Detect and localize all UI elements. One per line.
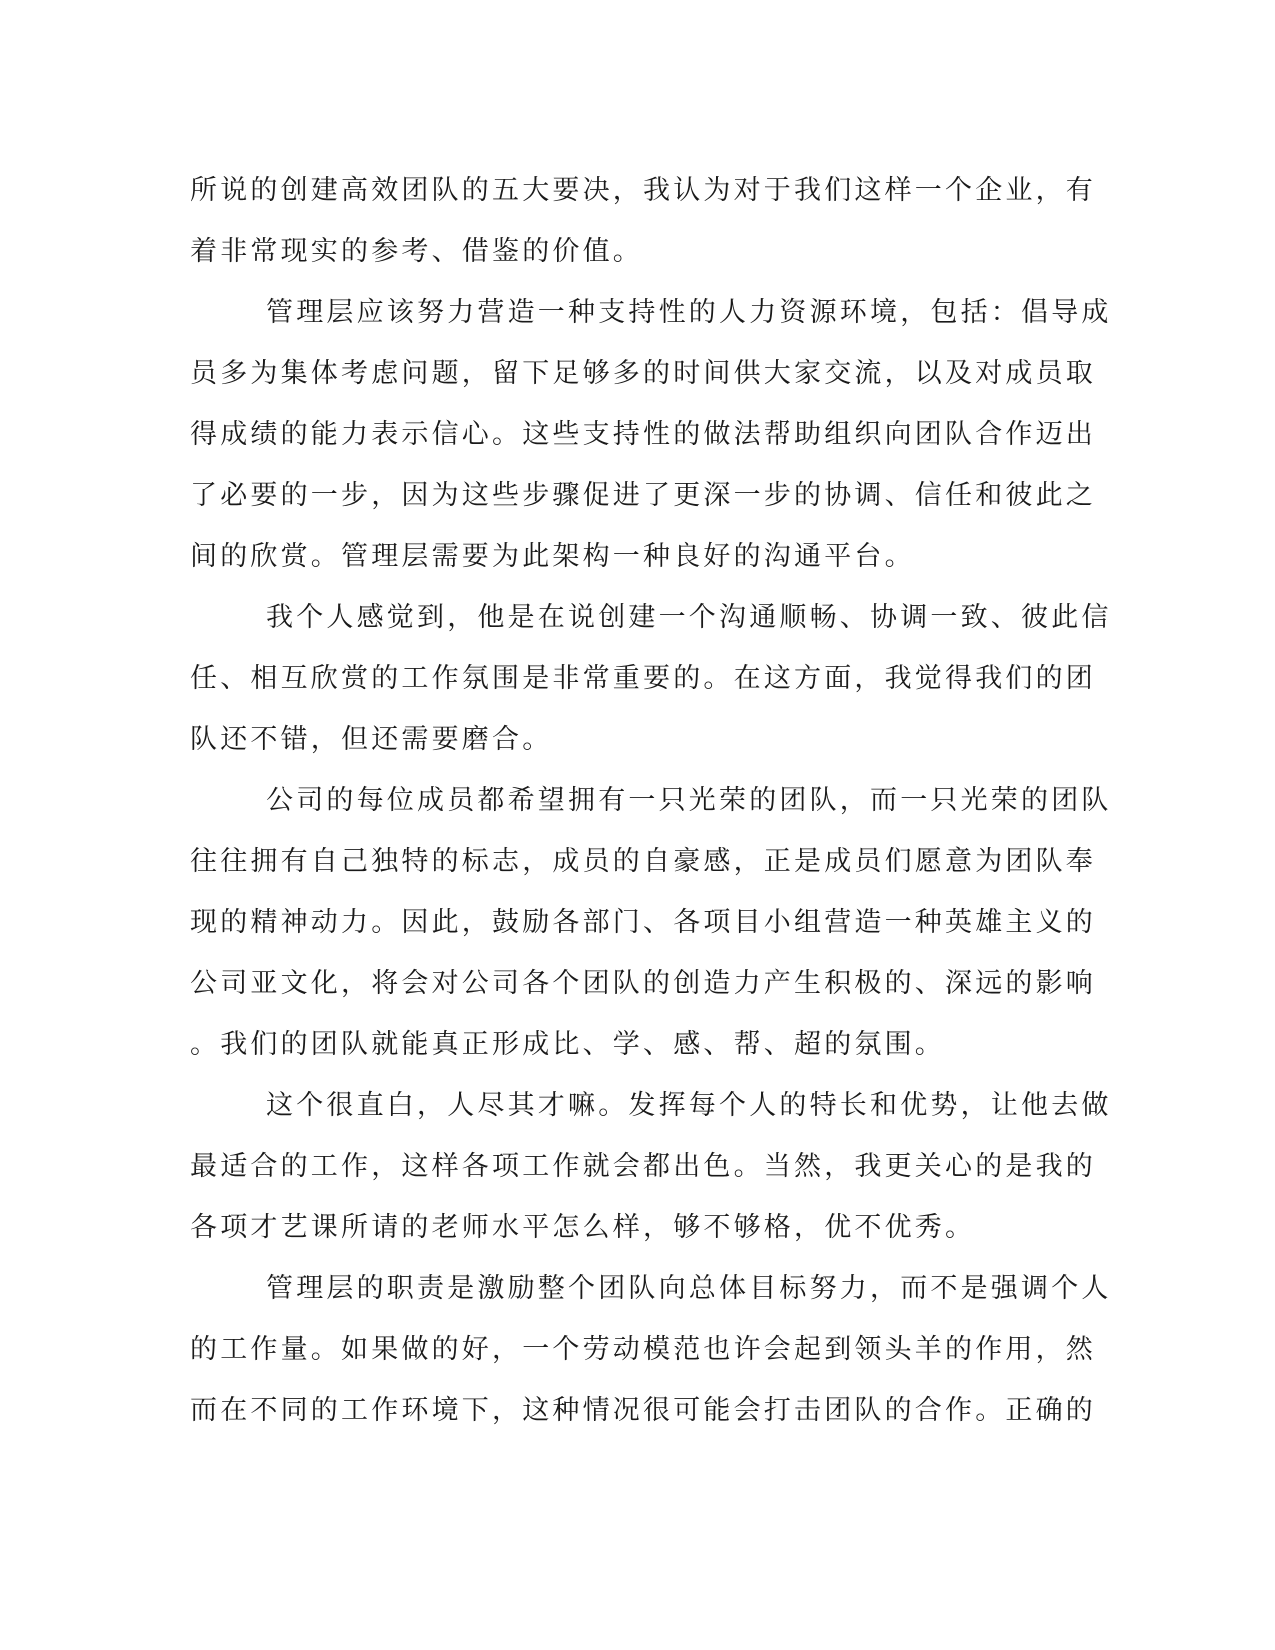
text-line: 往往拥有自己独特的标志，成员的自豪感，正是成员们愿意为团队奉 bbox=[190, 846, 1096, 877]
text-line: 各项才艺课所请的老师水平怎么样，够不够格，优不优秀。 bbox=[190, 1212, 976, 1243]
text-line: 员多为集体考虑问题，留下足够多的时间供大家交流，以及对成员取 bbox=[190, 358, 1096, 389]
paragraph-first-line: 公司的每位成员都希望拥有一只光荣的团队，而一只光荣的团队 bbox=[266, 785, 1112, 816]
text-line: 任、相互欣赏的工作氛围是非常重要的。在这方面，我觉得我们的团 bbox=[190, 663, 1096, 694]
text-line: 。我们的团队就能真正形成比、学、感、帮、超的氛围。 bbox=[190, 1029, 945, 1060]
paragraph-first-line: 管理层应该努力营造一种支持性的人力资源环境，包括：倡导成 bbox=[266, 297, 1112, 328]
text-line: 得成绩的能力表示信心。这些支持性的做法帮助组织向团队合作迈出 bbox=[190, 419, 1096, 450]
paragraph-first-line: 我个人感觉到，他是在说创建一个沟通顺畅、协调一致、彼此信 bbox=[266, 602, 1112, 633]
text-line: 间的欣赏。管理层需要为此架构一种良好的沟通平台。 bbox=[190, 541, 915, 572]
text-line: 公司亚文化，将会对公司各个团队的创造力产生积极的、深远的影响 bbox=[190, 968, 1096, 999]
text-line: 了必要的一步，因为这些步骤促进了更深一步的协调、信任和彼此之 bbox=[190, 480, 1096, 511]
paragraph-first-line: 这个很直白，人尽其才嘛。发挥每个人的特长和优势，让他去做 bbox=[266, 1090, 1112, 1121]
text-line: 现的精神动力。因此，鼓励各部门、各项目小组营造一种英雄主义的 bbox=[190, 907, 1096, 938]
paragraph-first-line: 管理层的职责是激励整个团队向总体目标努力，而不是强调个人 bbox=[266, 1273, 1112, 1304]
text-line: 队还不错，但还需要磨合。 bbox=[190, 724, 553, 755]
text-line: 而在不同的工作环境下，这种情况很可能会打击团队的合作。正确的 bbox=[190, 1395, 1096, 1426]
text-line: 的工作量。如果做的好，一个劳动模范也许会起到领头羊的作用，然 bbox=[190, 1334, 1096, 1365]
text-line: 所说的创建高效团队的五大要决，我认为对于我们这样一个企业，有 bbox=[190, 175, 1096, 206]
body-text bbox=[190, 160, 1112, 1441]
text-line: 最适合的工作，这样各项工作就会都出色。当然，我更关心的是我的 bbox=[190, 1151, 1096, 1182]
text-line: 着非常现实的参考、借鉴的价值。 bbox=[190, 236, 643, 267]
